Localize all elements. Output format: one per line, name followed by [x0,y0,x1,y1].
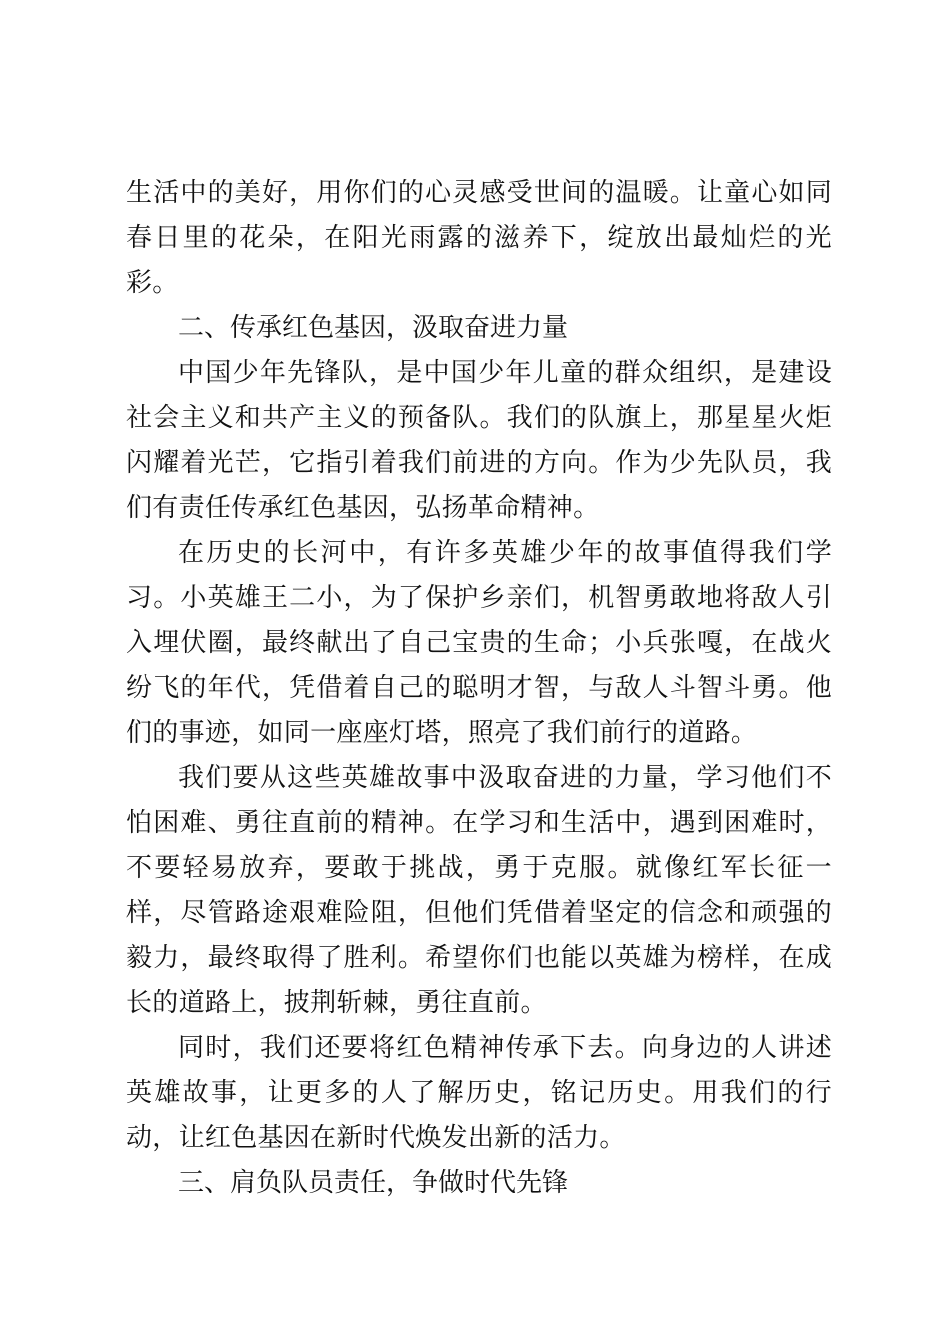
body-paragraph: 在历史的长河中，有许多英雄少年的故事值得我们学习。小英雄王二小，为了保护乡亲们，机智勇敢地将敌人引入埋伏圈，最终献出了自己宝贵的生命；小兵张嘎，在战火纷飞的年代，凭借着自己的聪明才智，与敌人斗智斗勇。他们的事迹，如同一座座灯塔，照亮了我们前行的道路。 [126,538,832,748]
section-heading-2: 二、传承红色基因，汲取奋进力量 [178,313,569,343]
section-heading-3: 三、肩负队员责任，争做时代先锋 [178,1168,569,1198]
body-paragraph: 同时，我们还要将红色精神传承下去。向身边的人讲述英雄故事，让更多的人了解历史，铭记历史。用我们的行动，让红色基因在新时代焕发出新的活力。 [126,1033,832,1153]
body-paragraph: 中国少年先锋队，是中国少年儿童的群众组织，是建设社会主义和共产主义的预备队。我们的队旗上，那星星火炬闪耀着光芒，它指引着我们前进的方向。作为少先队员，我们有责任传承红色基因，弘扬革命精神。 [126,358,832,523]
body-paragraph: 我们要从这些英雄故事中汲取奋进的力量，学习他们不怕困难、勇往直前的精神。在学习和生活中，遇到困难时，不要轻易放弃，要敢于挑战，勇于克服。就像红军长征一样，尽管路途艰难险阻，但他们凭借着坚定的信念和顽强的毅力，最终取得了胜利。希望你们也能以英雄为榜样，在成长的道路上，披荆斩棘，勇往直前。 [126,763,832,1018]
continuation-paragraph: 生活中的美好，用你们的心灵感受世间的温暖。让童心如同春日里的花朵，在阳光雨露的滋养下，绽放出最灿烂的光彩。 [126,178,832,298]
document-body [126,171,832,1206]
